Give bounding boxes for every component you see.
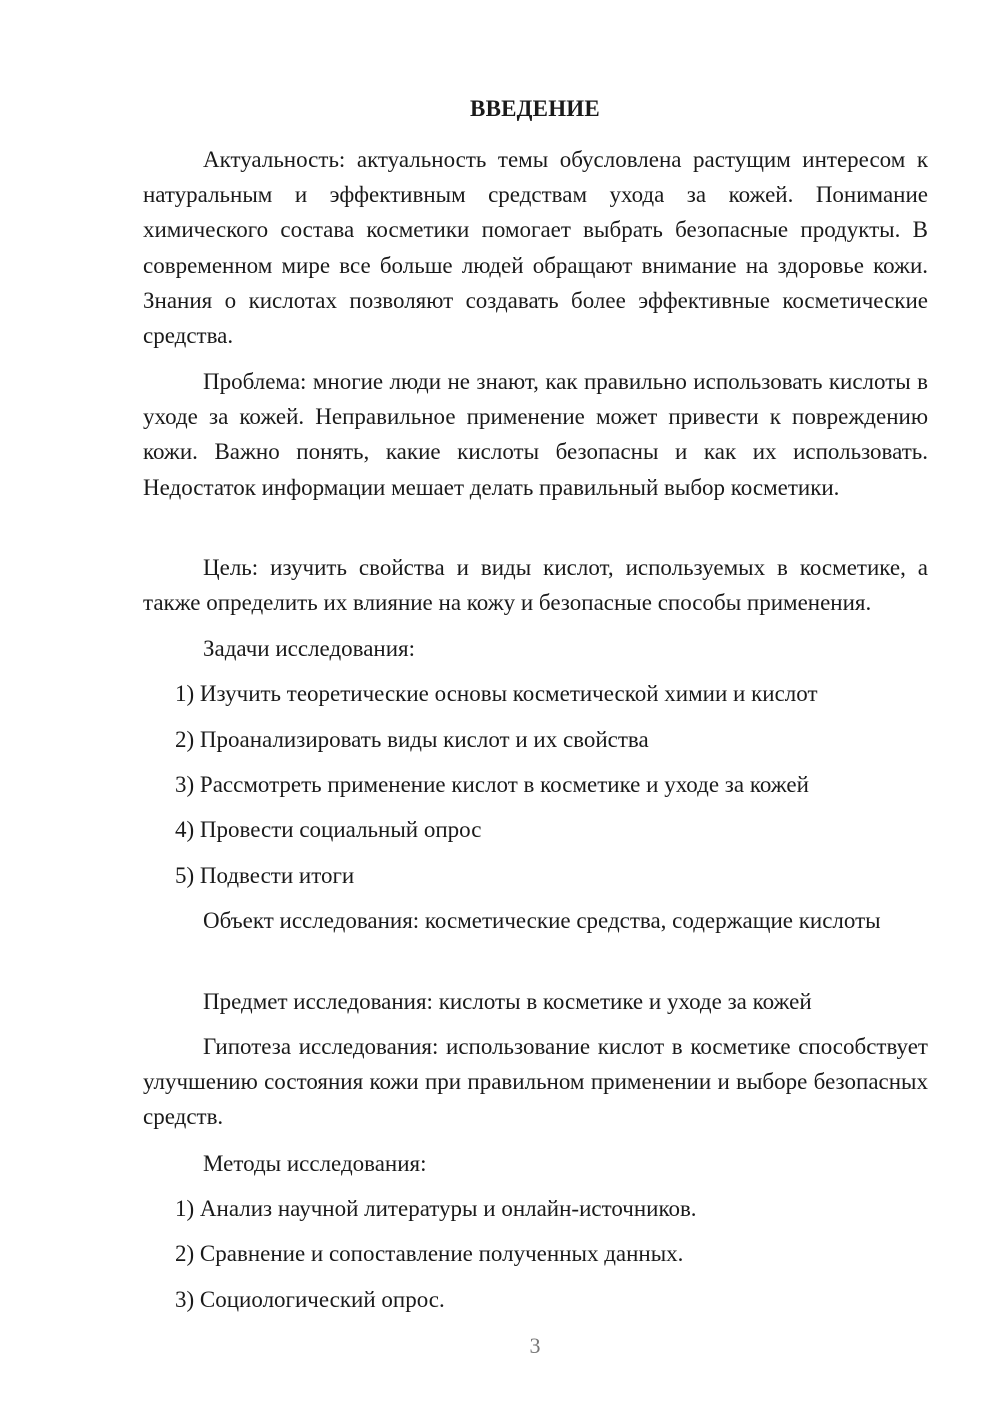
object-paragraph: Объект исследования: косметические средства, содержащие кислоты — [203, 908, 881, 933]
methods-heading: Методы исследования: — [203, 1151, 427, 1176]
task-item: 2) Проанализировать виды кислот и их свойства — [175, 727, 649, 752]
task-item: 5) Подвести итоги — [175, 863, 355, 888]
subject-paragraph: Предмет исследования: кислоты в косметике и уходе за кожей — [203, 989, 812, 1014]
relevance-paragraph: Актуальность: актуальность темы обусловлена растущим интересом к натуральным и эффективным средствам ухода за кожей. Понимание химического состава косметики помогает выбрать безопасные продукты. В современном мире все больше людей обращают внимание на здоровье кожи. Знания о кислотах позволяют создавать более эффективные косметические средства. — [143, 147, 928, 349]
page-title: ВВЕДЕНИЕ — [470, 96, 600, 121]
hypothesis-paragraph: Гипотеза исследования: использование кислот в косметике способствует улучшению состояния кожи при правильном применении и выборе безопасных средств. — [143, 1034, 928, 1130]
page-number: 3 — [529, 1333, 541, 1358]
tasks-heading: Задачи исследования: — [203, 636, 416, 661]
task-item: 1) Изучить теоретические основы косметической химии и кислот — [175, 681, 818, 706]
method-item: 1) Анализ научной литературы и онлайн-источников. — [175, 1196, 697, 1221]
method-item: 3) Социологический опрос. — [175, 1287, 445, 1312]
task-item: 3) Рассмотреть применение кислот в косметике и уходе за кожей — [175, 772, 809, 797]
goal-paragraph: Цель: изучить свойства и виды кислот, используемых в косметике, а также определить их влияние на кожу и безопасные способы применения. — [143, 555, 928, 616]
problem-paragraph: Проблема: многие люди не знают, как правильно использовать кислоты в уходе за кожей. Неправильное применение может привести к повреждению кожи. Важно понять, какие кислоты безопасны и как их использовать. Недостаток информации мешает делать правильный выбор косметики. — [143, 369, 928, 500]
method-item: 2) Сравнение и сопоставление полученных данных. — [175, 1241, 684, 1266]
task-item: 4) Провести социальный опрос — [175, 817, 482, 842]
